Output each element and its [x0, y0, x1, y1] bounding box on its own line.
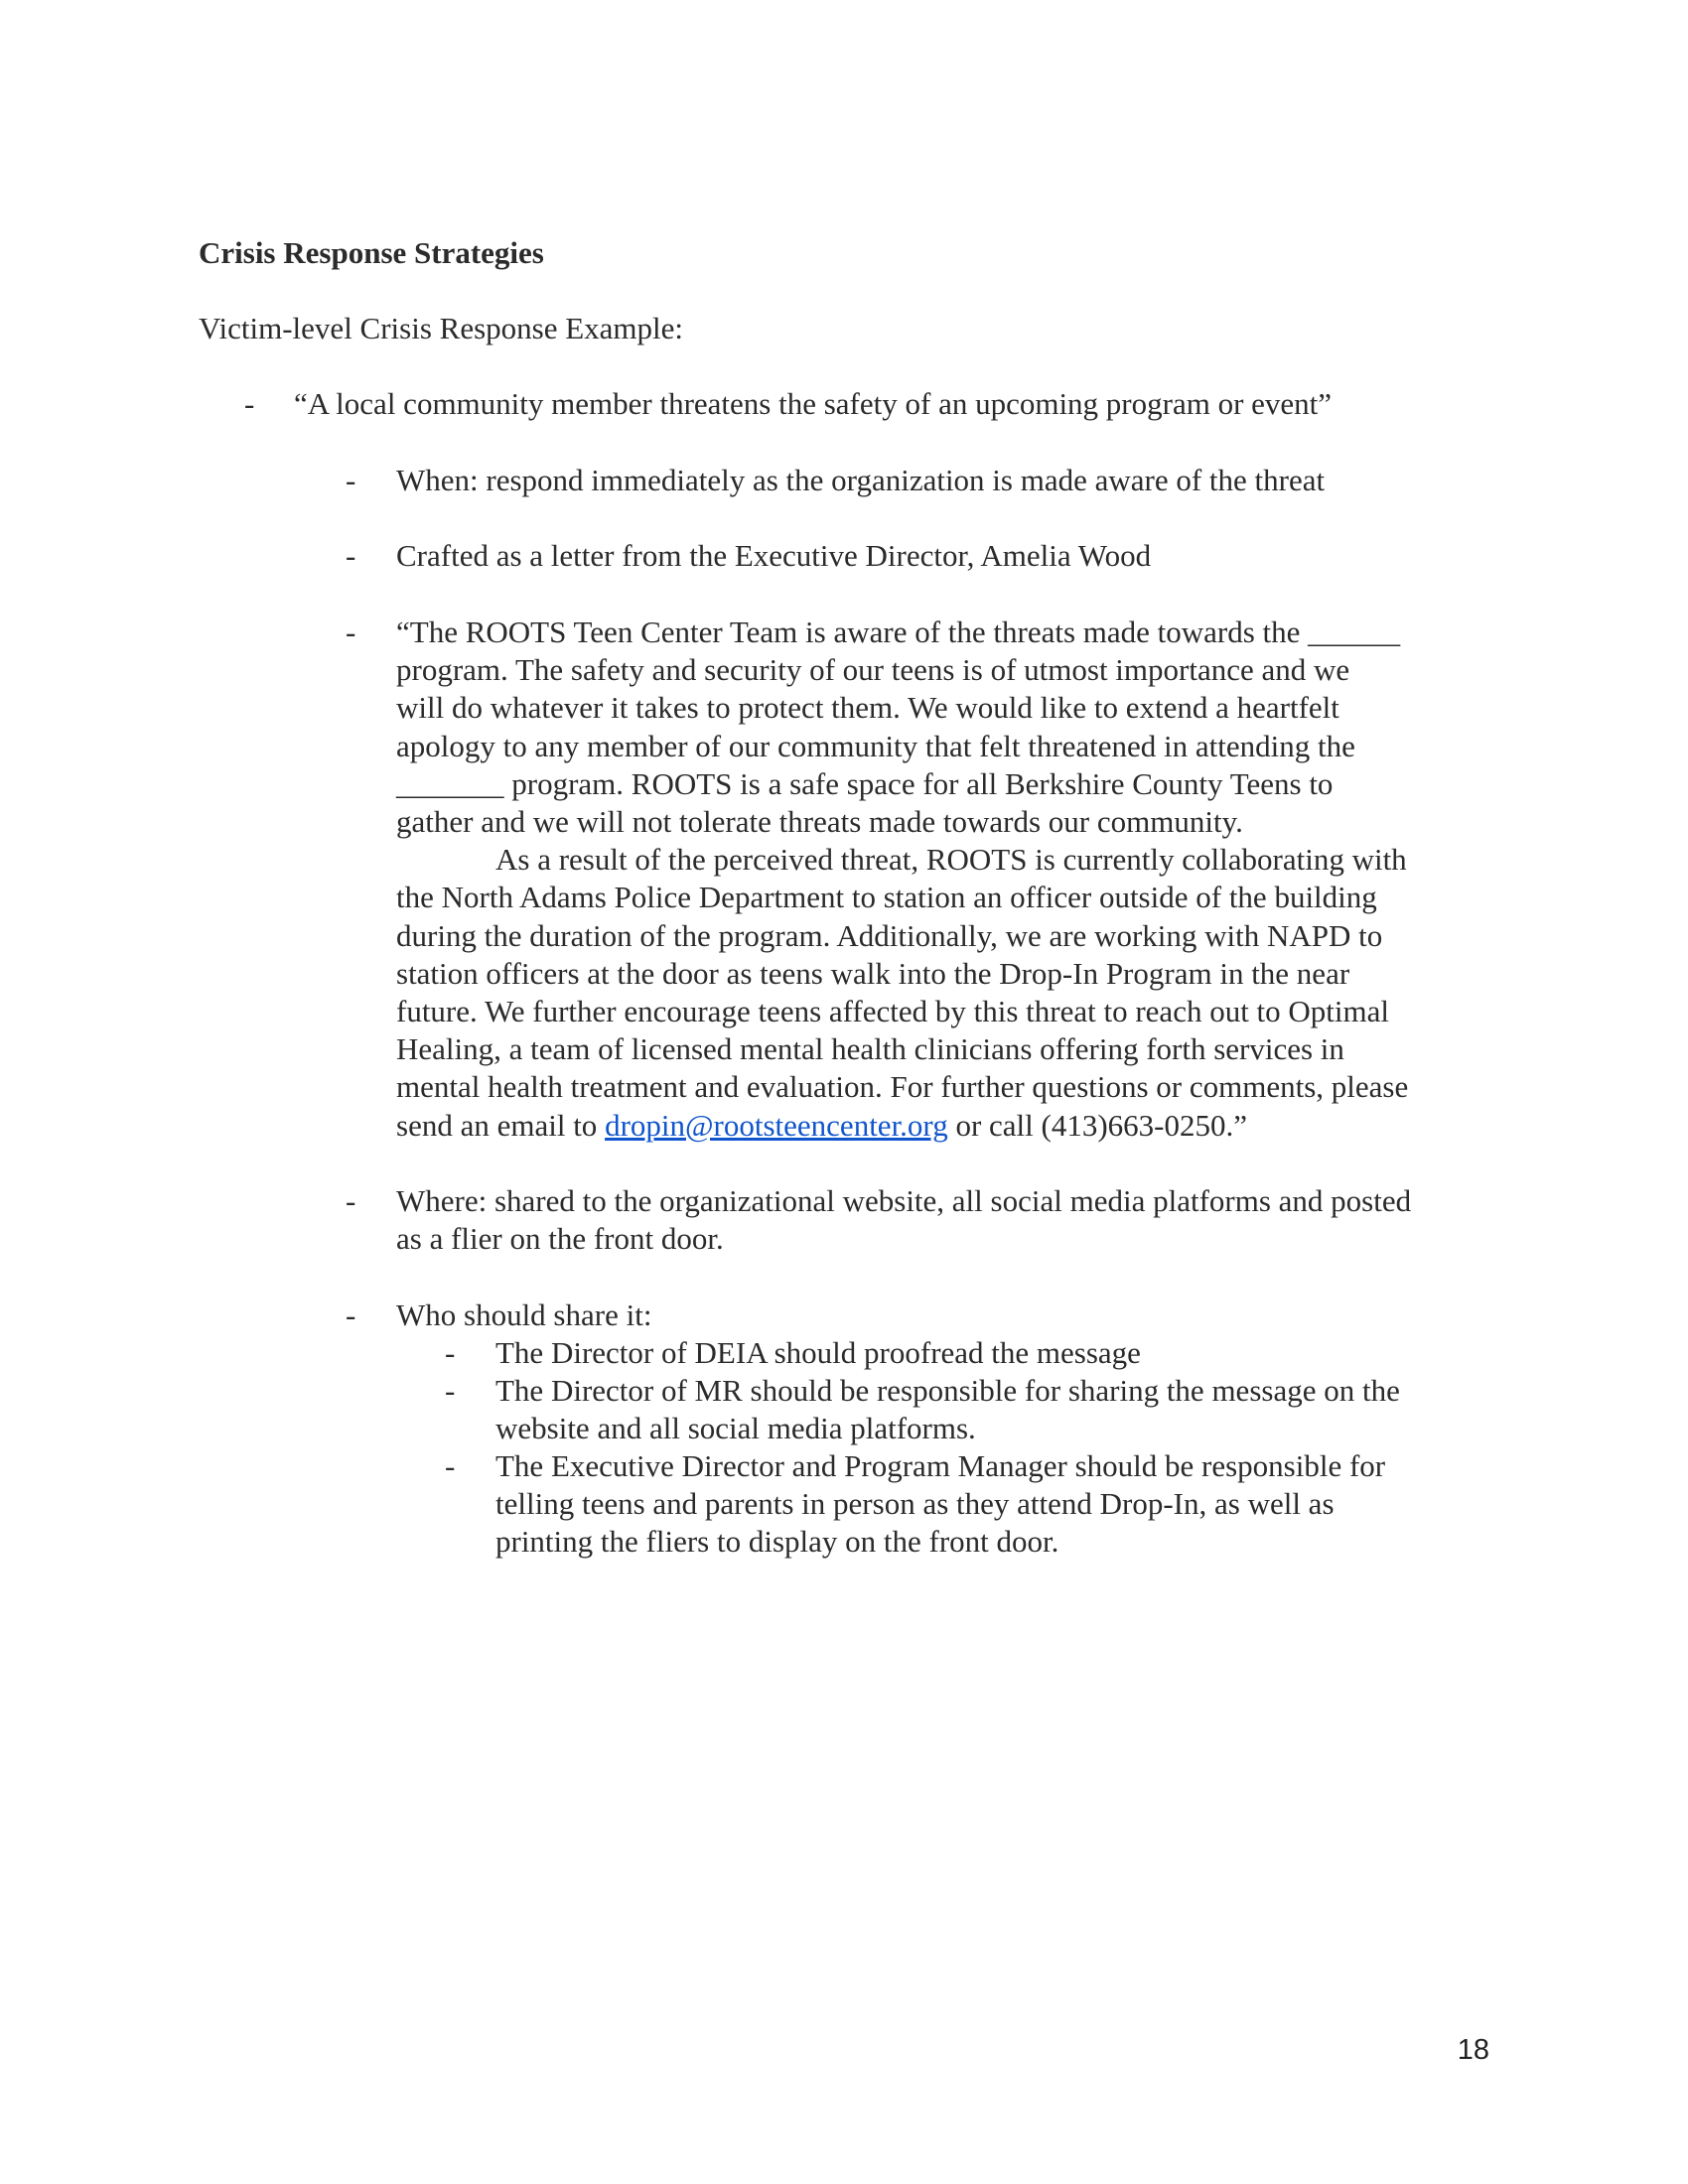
letter-line: future. We further encourage teens affected by this threat to reach out to Optimal — [396, 994, 1390, 1029]
letter-line: gather and we will not tolerate threats made towards our community. — [396, 804, 1243, 840]
letter-line: _______ program. ROOTS is a safe space for all Berkshire County Teens to — [396, 765, 1334, 801]
letter-line: As a result of the perceived threat, ROOTS is currently collaborating with — [495, 842, 1407, 878]
bullet-dash: - — [346, 463, 356, 497]
where-item-line2: as a flier on the front door. — [396, 1221, 724, 1256]
bullet-dash: - — [346, 538, 356, 573]
letter-line: or call (413)663-0250.” — [947, 1107, 1247, 1143]
who-sub-item-3-line1: The Executive Director and Program Manager should be responsible for — [495, 1448, 1386, 1483]
who-sub-item-2-line2: website and all social media platforms. — [495, 1411, 976, 1445]
who-item: Who should share it: — [396, 1297, 652, 1332]
who-sub-item-3-line2: telling teens and parents in person as they attend Drop-In, as well as — [495, 1486, 1335, 1521]
letter-line: during the duration of the program. Additionally, we are working with NAPD to — [396, 917, 1383, 953]
bullet-dash: - — [346, 1183, 356, 1218]
letter-line: apology to any member of our community that felt threatened in attending the — [396, 728, 1355, 763]
bullet-dash: - — [445, 1335, 456, 1370]
when-item: When: respond immediately as the organization is made aware of the threat — [396, 463, 1326, 497]
who-sub-item-1: The Director of DEIA should proofread the message — [495, 1335, 1141, 1370]
letter-line: “The ROOTS Teen Center Team is aware of the threats made towards the ______ — [396, 614, 1401, 649]
letter-line: program. The safety and security of our teens is of utmost importance and we — [396, 652, 1350, 688]
scenario-quote: “A local community member threatens the safety of an upcoming program or event” — [294, 386, 1333, 421]
where-item-line1: Where: shared to the organizational website, all social media platforms and posted — [396, 1183, 1412, 1218]
letter-line: Healing, a team of licensed mental health clinicians offering forth services in — [396, 1031, 1344, 1067]
page-number: 18 — [1457, 2034, 1489, 2066]
bullet-dash: - — [346, 614, 356, 649]
bullet-dash: - — [445, 1448, 456, 1483]
letter-line: the North Adams Police Department to station an officer outside of the building — [396, 880, 1377, 915]
letter-line: station officers at the door as teens walk into the Drop-In Program in the near — [396, 955, 1350, 991]
example-subheading: Victim-level Crisis Response Example: — [199, 311, 684, 345]
letter-line: mental health treatment and evaluation. For further questions or comments, please — [396, 1069, 1409, 1105]
letter-text — [396, 614, 1488, 1145]
email-link[interactable]: dropin@rootsteencenter.org — [605, 1107, 948, 1143]
bullet-dash: - — [244, 386, 255, 421]
crafted-item: Crafted as a letter from the Executive Director, Amelia Wood — [396, 538, 1152, 573]
letter-line: send an email to — [396, 1107, 606, 1143]
who-sub-item-3-line3: printing the fliers to display on the front door. — [495, 1524, 1059, 1559]
bullet-dash: - — [346, 1297, 356, 1332]
who-sub-item-2-line1: The Director of MR should be responsible for sharing the message on the — [495, 1373, 1400, 1408]
section-heading: Crisis Response Strategies — [199, 235, 544, 270]
letter-line: will do whatever it takes to protect them. We would like to extend a heartfelt — [396, 690, 1339, 726]
bullet-dash: - — [445, 1373, 456, 1408]
